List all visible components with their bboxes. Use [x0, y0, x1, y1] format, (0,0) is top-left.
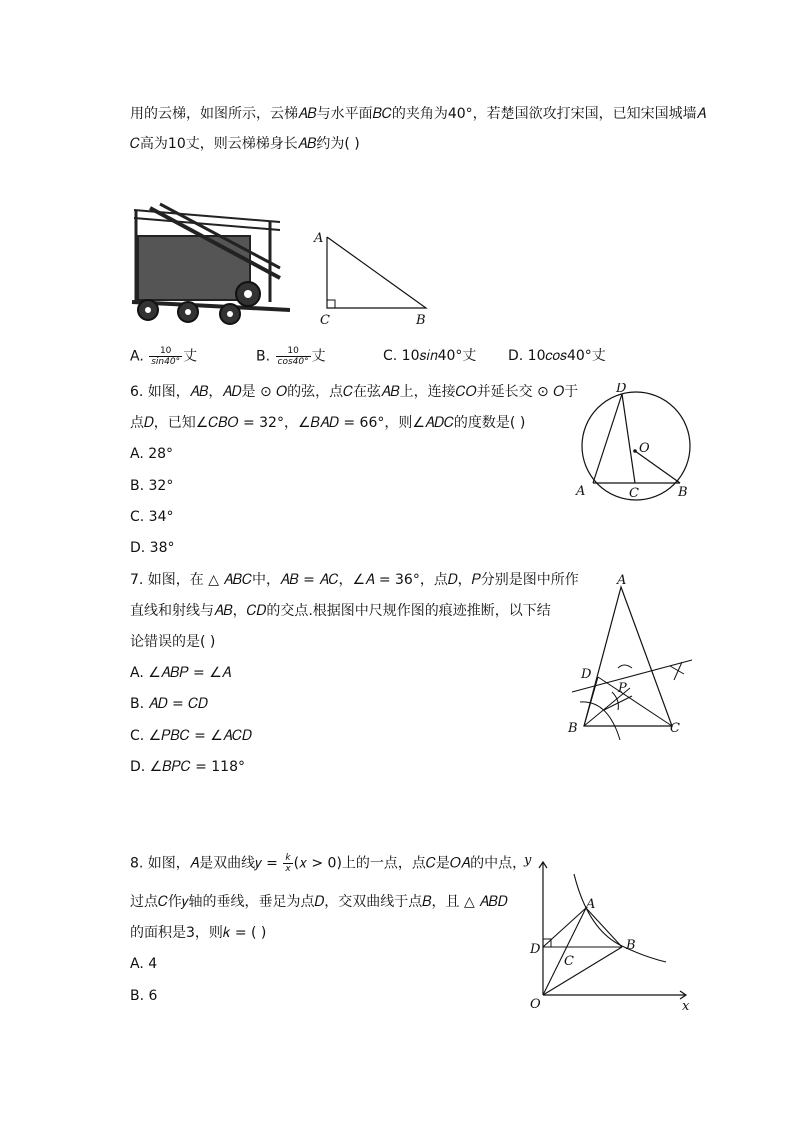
q8-label-B: B — [626, 938, 636, 953]
q8-stem-line1: 8. 如图，𝐴是双曲线𝑦 = $\frac{k}{x}$ (𝑥 > 0)上的一点，点𝐶是𝑂𝐴的中点， — [130, 853, 527, 874]
q6-option-D[interactable]: D. 38° — [130, 540, 175, 556]
q6-stem-line1: 6. 如图，𝐴𝐵，𝐴𝐷是 ⊙ 𝑂的弦，点𝐶在弦𝐴𝐵上，连接𝐶𝑂并延长交 ⊙ 𝑂于 — [130, 384, 579, 400]
cloud-ladder-illustration — [130, 198, 290, 328]
q7-label-B: B — [568, 721, 578, 736]
q7-label-C: C — [670, 721, 680, 736]
q6-stem-line2: 点𝐷，已知∠𝐶𝐵𝑂 = 32°，∠𝐵𝐴𝐷 = 66°，则∠𝐴𝐷𝐶的度数是( ) — [130, 415, 526, 431]
q5-option-C[interactable]: C. 10𝑠𝑖𝑛40°丈 — [383, 348, 477, 364]
q8-label-x: x — [682, 999, 690, 1014]
q5-stem-line1: 用的云梯，如图所示，云梯𝐴𝐵与水平面𝐵𝐶的夹角为40°，若楚国欲攻打宋国，已知宋国城墙𝐴 — [130, 106, 706, 122]
q6-option-A[interactable]: A. 28° — [130, 446, 174, 462]
q8-label-y: y — [524, 853, 532, 868]
q6-option-B[interactable]: B. 32° — [130, 478, 174, 494]
q6-label-B: B — [678, 485, 688, 500]
q8-stem-line3: 的面积是3，则𝑘 = ( ) — [130, 925, 267, 941]
q7-label-D: D — [581, 667, 592, 682]
q7-option-B[interactable]: B. 𝐴𝐷 = 𝐶𝐷 — [130, 696, 208, 712]
q6-label-A: A — [576, 484, 586, 499]
q6-circle-figure — [570, 383, 700, 513]
q5-stem-line2: 𝐶高为10丈，则云梯梯身长𝐴𝐵约为( ) — [130, 136, 360, 152]
q5-option-A[interactable]: A. $\frac{10}{\sin 40^\circ}$ 丈 — [130, 346, 198, 367]
q5-triangle-figure — [308, 225, 438, 330]
q5-label-A: A — [314, 231, 324, 246]
q5-label-B: B — [416, 313, 426, 328]
q7-construction-figure — [560, 570, 700, 750]
q5-label-C: C — [320, 313, 330, 328]
q8-label-C: C — [564, 954, 574, 969]
q7-stem-line2: 直线和射线与𝐴𝐵，𝐶𝐷的交点.根据图中尺规作图的痕迹推断，以下结 — [130, 603, 551, 619]
q7-label-P: P — [618, 681, 627, 696]
q5-option-D[interactable]: D. 10𝑐𝑜𝑠40°丈 — [508, 348, 606, 364]
q6-label-O: O — [639, 441, 650, 456]
q7-option-D[interactable]: D. ∠𝐵𝑃𝐶 = 118° — [130, 759, 245, 775]
q7-option-C[interactable]: C. ∠𝑃𝐵𝐶 = ∠𝐴𝐶𝐷 — [130, 728, 252, 744]
q8-label-O: O — [530, 997, 541, 1012]
q8-label-A: A — [586, 897, 596, 912]
q7-stem-line1: 7. 如图，在 △ 𝐴𝐵𝐶中，𝐴𝐵 = 𝐴𝐶，∠𝐴 = 36°，点𝐷，𝑃分别是图中所作 — [130, 572, 579, 588]
q5-option-B[interactable]: B. $\frac{10}{\cos 40^\circ}$ 丈 — [256, 346, 326, 367]
q7-stem-line3: 论错误的是( ) — [130, 634, 216, 650]
q8-stem-line2: 过点𝐶作𝑦轴的垂线，垂足为点𝐷，交双曲线于点𝐵，且 △ 𝐴𝐵𝐷 — [130, 894, 508, 910]
q7-label-A: A — [617, 573, 627, 588]
q5-option-B-fraction: $\frac{10}{\cos 40^\circ}$ — [277, 346, 309, 367]
q8-k-over-x-fraction: $\frac{k}{x}$ — [285, 853, 291, 874]
q5-option-A-fraction: $\frac{10}{\sin 40^\circ}$ — [151, 346, 181, 367]
q8-option-B[interactable]: B. 6 — [130, 988, 158, 1004]
q6-label-D: D — [616, 383, 627, 396]
q6-option-C[interactable]: C. 34° — [130, 509, 174, 525]
q7-option-A[interactable]: A. ∠𝐴𝐵𝑃 = ∠𝐴 — [130, 665, 232, 681]
q8-option-A[interactable]: A. 4 — [130, 956, 158, 972]
q8-hyperbola-figure — [510, 850, 700, 1015]
q6-label-C: C — [629, 486, 639, 501]
q8-label-D: D — [530, 942, 541, 957]
